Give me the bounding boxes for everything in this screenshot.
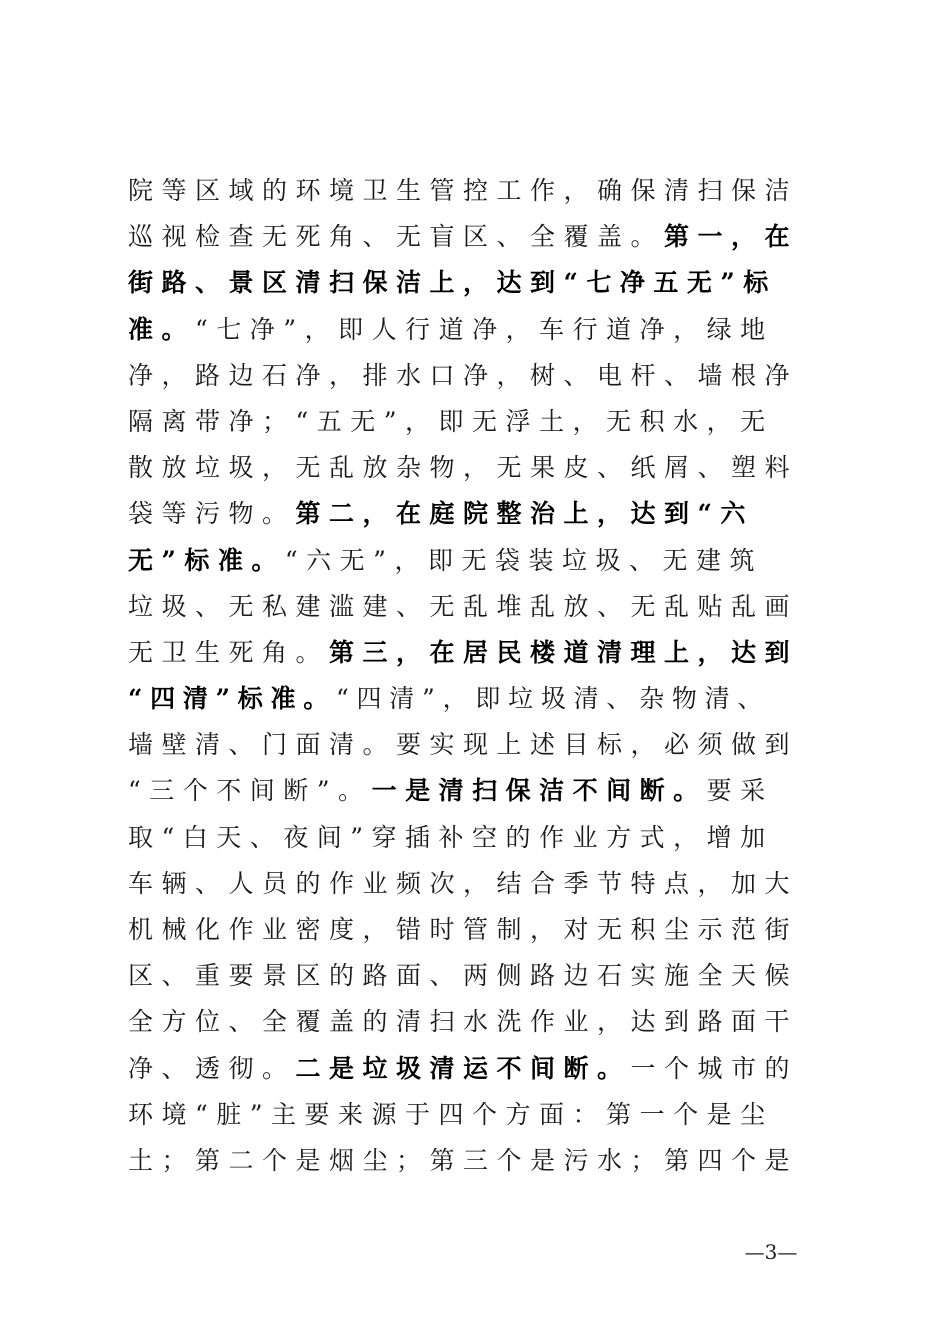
text-line xyxy=(128,1092,848,1138)
text-line xyxy=(128,168,848,214)
text-line xyxy=(128,260,848,306)
text-segment: 垃圾、无私建滥建、无乱堆乱放、无乱贴乱画 xyxy=(128,591,799,621)
text-segment: “六无”，即无袋装垃圾、无建筑 xyxy=(284,545,763,575)
bold-text-segment: 准。 xyxy=(128,314,196,344)
text-segment: 散放垃圾，无乱放杂物，无果皮、纸屑、塑料 xyxy=(128,453,799,483)
text-segment: 无卫生死角。 xyxy=(128,637,330,667)
text-segment: “三个不间断”。 xyxy=(128,776,372,806)
bold-text-segment: 无”标准。 xyxy=(128,545,285,575)
text-line xyxy=(128,953,848,999)
text-segment: 巡视检查无死角、无盲区、全覆盖。 xyxy=(128,222,665,252)
text-line xyxy=(128,630,848,676)
text-line xyxy=(128,1138,848,1184)
text-line xyxy=(128,907,848,953)
text-line xyxy=(128,999,848,1045)
text-line xyxy=(128,584,848,630)
text-segment: 墙壁清、门面清。要实现上述目标，必须做到 xyxy=(128,730,799,760)
text-segment: 车辆、人员的作业频次，结合季节特点，加大 xyxy=(128,868,799,898)
text-line xyxy=(128,768,848,814)
text-line xyxy=(128,399,848,445)
text-line xyxy=(128,861,848,907)
text-segment: 取“白天、夜间”穿插补空的作业方式，增加 xyxy=(128,822,774,852)
bold-text-segment: 第三，在居民楼道清理上，达到 xyxy=(329,637,799,667)
bold-text-segment: 一是清扫保洁不间断。 xyxy=(371,776,707,806)
text-line xyxy=(128,353,848,399)
page-number: —3— xyxy=(744,1240,798,1264)
text-segment: 净、透彻。 xyxy=(128,1053,296,1083)
text-segment: 全方位、全覆盖的清扫水洗作业，达到路面干 xyxy=(128,1007,799,1037)
bold-text-segment: 第一，在 xyxy=(664,222,799,252)
text-segment: 隔离带净；“五无”，即无浮土，无积水，无 xyxy=(128,406,774,436)
bold-text-segment: “四清”标准。 xyxy=(128,684,337,714)
text-segment: 要采 xyxy=(706,776,774,806)
text-segment: 土；第二个是烟尘；第三个是污水；第四个是 xyxy=(128,1145,799,1175)
text-line xyxy=(128,307,848,353)
text-segment: 袋等污物。 xyxy=(128,499,296,529)
text-segment: 环境“脏”主要来源于四个方面：第一个是尘 xyxy=(128,1099,774,1129)
text-line xyxy=(128,722,848,768)
text-segment: “四清”，即垃圾清、杂物清、 xyxy=(336,684,771,714)
text-line xyxy=(128,491,848,537)
text-segment: 一个城市的 xyxy=(630,1053,799,1083)
bold-text-segment: 街路、景区清扫保洁上，达到“七净五无”标 xyxy=(128,268,777,298)
text-segment: “七净”，即人行道净，车行道净，绿地 xyxy=(195,314,774,344)
bold-text-segment: 二是垃圾清运不间断。 xyxy=(295,1053,631,1083)
text-segment: 院等区域的环境卫生管控工作，确保清扫保洁 xyxy=(128,176,799,205)
body-text xyxy=(128,168,848,1184)
text-segment: 机械化作业密度，错时管制，对无积尘示范街 xyxy=(128,915,799,944)
text-line xyxy=(128,676,848,722)
text-segment: 区、重要景区的路面、两侧路边石实施全天候 xyxy=(128,961,799,991)
bold-text-segment: 第二，在庭院整治上，达到“六 xyxy=(295,499,754,529)
text-line xyxy=(128,538,848,584)
text-segment: 净，路边石净，排水口净，树、电杆、墙根净 xyxy=(128,360,799,390)
text-line xyxy=(128,815,848,861)
text-line xyxy=(128,445,848,491)
text-line xyxy=(128,1046,848,1092)
text-line xyxy=(128,214,848,260)
